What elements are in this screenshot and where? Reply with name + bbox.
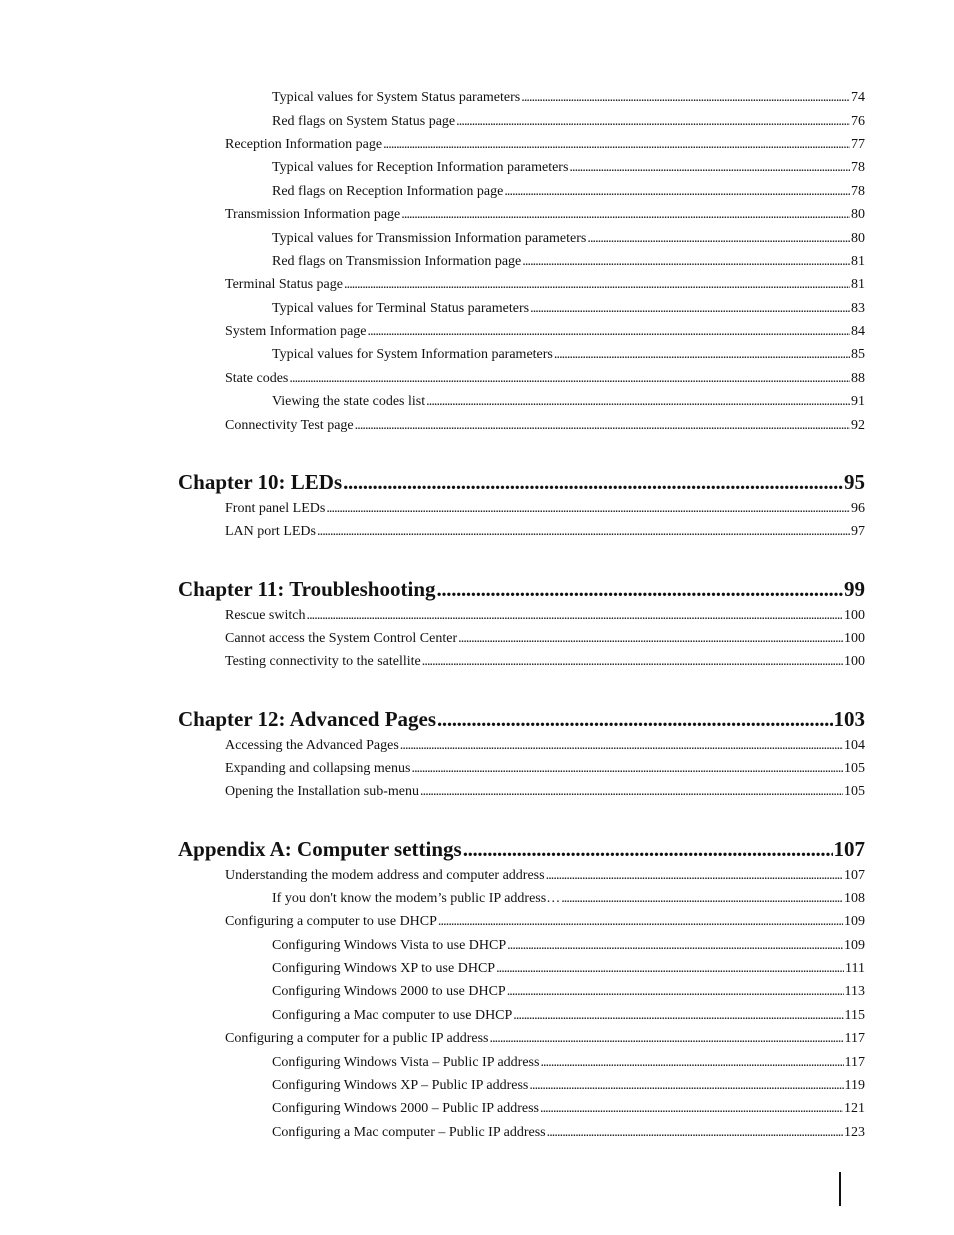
dot-leader bbox=[496, 960, 844, 978]
dot-leader bbox=[522, 253, 850, 271]
toc-entry-page-number: 74 bbox=[851, 90, 865, 105]
toc-entry-title: Configuring Windows Vista to use DHCP bbox=[272, 938, 507, 953]
toc-entry-page-number: 108 bbox=[844, 891, 865, 906]
dot-leader bbox=[463, 835, 833, 863]
toc-entry-page-number: 83 bbox=[851, 301, 865, 316]
dot-leader bbox=[368, 323, 850, 341]
toc-entry-page-number: 92 bbox=[851, 418, 865, 433]
toc-entry-page-number: 117 bbox=[844, 1055, 865, 1070]
toc-entry-page-number: 109 bbox=[844, 914, 865, 929]
toc-entry-title: System Information page bbox=[225, 324, 367, 339]
toc-entry-page-number: 84 bbox=[851, 324, 865, 339]
toc-entry-title: State codes bbox=[225, 371, 289, 386]
dot-leader bbox=[489, 1030, 843, 1048]
page-margin-rule bbox=[839, 1172, 841, 1206]
toc-section-entry[interactable] bbox=[225, 370, 865, 388]
toc-subsection-entry[interactable] bbox=[272, 113, 865, 131]
toc-entry-title: Transmission Information page bbox=[225, 207, 401, 222]
toc-entry-title: Configuring a Mac computer – Public IP address bbox=[272, 1125, 546, 1140]
dot-leader bbox=[513, 1007, 843, 1025]
toc-heading-entry[interactable] bbox=[178, 468, 865, 496]
toc-entry-title: Configuring Windows XP – Public IP address bbox=[272, 1078, 529, 1093]
toc-entry-page-number: 80 bbox=[851, 231, 865, 246]
toc-subsection-entry[interactable] bbox=[272, 253, 865, 271]
dot-leader bbox=[530, 300, 850, 318]
toc-section-entry[interactable] bbox=[225, 523, 865, 541]
toc-subsection-entry[interactable] bbox=[272, 230, 865, 248]
toc-entry-title: Configuring Windows 2000 – Public IP address bbox=[272, 1101, 539, 1116]
toc-entry-title: Chapter 12: Advanced Pages bbox=[178, 707, 437, 731]
dot-leader bbox=[554, 346, 850, 364]
toc-entry-title: Viewing the state codes list bbox=[272, 394, 426, 409]
toc-entry-page-number: 78 bbox=[851, 160, 865, 175]
toc-entry-page-number: 76 bbox=[851, 114, 865, 129]
toc-entry-title: LAN port LEDs bbox=[225, 524, 316, 539]
toc-entry-page-number: 95 bbox=[844, 470, 865, 494]
dot-leader bbox=[546, 867, 843, 885]
toc-subsection-entry[interactable] bbox=[272, 937, 865, 955]
dot-leader bbox=[343, 468, 843, 496]
dot-leader bbox=[547, 1124, 843, 1142]
toc-entry-page-number: 123 bbox=[844, 1125, 865, 1140]
toc-entry-page-number: 80 bbox=[851, 207, 865, 222]
toc-entry-title: Typical values for Reception Information parameters bbox=[272, 160, 569, 175]
toc-entry-page-number: 78 bbox=[851, 184, 865, 199]
toc-subsection-entry[interactable] bbox=[272, 159, 865, 177]
dot-leader bbox=[355, 417, 850, 435]
toc-entry-title: Red flags on System Status page bbox=[272, 114, 456, 129]
dot-leader bbox=[587, 230, 850, 248]
dot-leader bbox=[411, 760, 843, 778]
toc-entry-page-number: 100 bbox=[844, 631, 865, 646]
toc-entry-page-number: 104 bbox=[844, 738, 865, 753]
dot-leader bbox=[529, 1077, 843, 1095]
dot-leader bbox=[400, 737, 843, 755]
toc-entry-page-number: 81 bbox=[851, 277, 865, 292]
toc-entry-title: If you don't know the modem’s public IP address… bbox=[272, 891, 561, 906]
toc-section-entry[interactable] bbox=[225, 867, 865, 885]
dot-leader bbox=[540, 1054, 843, 1072]
toc-section-entry[interactable] bbox=[225, 206, 865, 224]
toc-entry-page-number: 121 bbox=[844, 1101, 865, 1116]
toc-section-entry[interactable] bbox=[225, 630, 865, 648]
toc-subsection-entry[interactable] bbox=[272, 983, 865, 1001]
toc-entry-page-number: 91 bbox=[851, 394, 865, 409]
toc-entry-page-number: 103 bbox=[833, 707, 865, 731]
toc-subsection-entry[interactable] bbox=[272, 1077, 865, 1095]
toc-section-entry[interactable] bbox=[225, 653, 865, 671]
dot-leader bbox=[438, 913, 843, 931]
dot-leader bbox=[458, 630, 843, 648]
dot-leader bbox=[569, 159, 850, 177]
toc-entry-page-number: 109 bbox=[844, 938, 865, 953]
toc-entry-page-number: 117 bbox=[844, 1031, 865, 1046]
toc-entry-title: Configuring Windows XP to use DHCP bbox=[272, 961, 496, 976]
dot-leader bbox=[437, 705, 832, 733]
toc-subsection-entry[interactable] bbox=[272, 89, 865, 107]
toc-entry-title: Accessing the Advanced Pages bbox=[225, 738, 399, 753]
dot-leader bbox=[507, 983, 844, 1001]
toc-entry-title: Red flags on Reception Information page bbox=[272, 184, 504, 199]
toc-entry-title: Configuring Windows 2000 to use DHCP bbox=[272, 984, 506, 999]
toc-entry-title: Connectivity Test page bbox=[225, 418, 354, 433]
dot-leader bbox=[344, 276, 850, 294]
toc-entry-page-number: 96 bbox=[851, 501, 865, 516]
toc-section-entry[interactable] bbox=[225, 1030, 865, 1048]
dot-leader bbox=[401, 206, 850, 224]
toc-heading-entry[interactable] bbox=[178, 705, 865, 733]
toc-subsection-entry[interactable] bbox=[272, 1100, 865, 1118]
toc-subsection-entry[interactable] bbox=[272, 960, 865, 978]
toc-section-entry[interactable] bbox=[225, 500, 865, 518]
toc-section-entry[interactable] bbox=[225, 417, 865, 435]
toc-entry-page-number: 81 bbox=[851, 254, 865, 269]
dot-leader bbox=[507, 937, 843, 955]
dot-leader bbox=[422, 653, 843, 671]
toc-entry-page-number: 100 bbox=[844, 654, 865, 669]
toc-entry-page-number: 107 bbox=[833, 837, 865, 861]
toc-entry-title: Typical values for System Information parameters bbox=[272, 347, 553, 362]
toc-entry-title: Front panel LEDs bbox=[225, 501, 326, 516]
toc-heading-entry[interactable] bbox=[178, 835, 865, 863]
toc-entry-page-number: 111 bbox=[845, 961, 865, 976]
dot-leader bbox=[437, 575, 844, 603]
toc-entry-title: Appendix A: Computer settings bbox=[178, 837, 462, 861]
toc-entry-page-number: 85 bbox=[851, 347, 865, 362]
toc-entry-title: Terminal Status page bbox=[225, 277, 343, 292]
toc-entry-title: Cannot access the System Control Center bbox=[225, 631, 458, 646]
toc-entry-page-number: 99 bbox=[844, 577, 865, 601]
toc-subsection-entry[interactable] bbox=[272, 183, 865, 201]
toc-entry-title: Configuring a computer for a public IP address bbox=[225, 1031, 489, 1046]
toc-section-entry[interactable] bbox=[225, 276, 865, 294]
toc-entry-title: Opening the Installation sub-menu bbox=[225, 784, 420, 799]
toc-subsection-entry[interactable] bbox=[272, 1007, 865, 1025]
toc-entry-title: Configuring a computer to use DHCP bbox=[225, 914, 437, 929]
toc-entry-page-number: 107 bbox=[844, 868, 865, 883]
dot-leader bbox=[289, 370, 850, 388]
dot-leader bbox=[456, 113, 850, 131]
toc-subsection-entry[interactable] bbox=[272, 393, 865, 411]
toc-entry-title: Chapter 10: LEDs bbox=[178, 470, 343, 494]
toc-entry-page-number: 88 bbox=[851, 371, 865, 386]
toc-entry-page-number: 119 bbox=[844, 1078, 865, 1093]
toc-section-entry[interactable] bbox=[225, 760, 865, 778]
dot-leader bbox=[540, 1100, 843, 1118]
toc-entry-page-number: 97 bbox=[851, 524, 865, 539]
toc-entry-page-number: 77 bbox=[851, 137, 865, 152]
toc-entry-title: Testing connectivity to the satellite bbox=[225, 654, 421, 669]
dot-leader bbox=[521, 89, 850, 107]
toc-subsection-entry[interactable] bbox=[272, 300, 865, 318]
toc-entry-page-number: 113 bbox=[844, 984, 865, 999]
dot-leader bbox=[426, 393, 850, 411]
toc-entry-title: Expanding and collapsing menus bbox=[225, 761, 411, 776]
dot-leader bbox=[326, 500, 850, 518]
toc-entry-page-number: 105 bbox=[844, 784, 865, 799]
toc-entry-title: Typical values for Transmission Information parameters bbox=[272, 231, 587, 246]
toc-entry-title: Understanding the modem address and computer address bbox=[225, 868, 545, 883]
dot-leader bbox=[420, 783, 843, 801]
toc-entry-page-number: 105 bbox=[844, 761, 865, 776]
toc-entry-page-number: 100 bbox=[844, 608, 865, 623]
toc-entry-title: Configuring Windows Vista – Public IP address bbox=[272, 1055, 540, 1070]
toc-heading-entry[interactable] bbox=[178, 575, 865, 603]
toc-section-entry[interactable] bbox=[225, 607, 865, 625]
toc-entry-title: Configuring a Mac computer to use DHCP bbox=[272, 1008, 513, 1023]
toc-section-entry[interactable] bbox=[225, 737, 865, 755]
toc-section-entry[interactable] bbox=[225, 913, 865, 931]
toc-entry-title: Reception Information page bbox=[225, 137, 383, 152]
toc-subsection-entry[interactable] bbox=[272, 890, 865, 908]
toc-entry-page-number: 115 bbox=[844, 1008, 865, 1023]
toc-entry-title: Rescue switch bbox=[225, 608, 306, 623]
toc-entry-title: Red flags on Transmission Information page bbox=[272, 254, 522, 269]
dot-leader bbox=[383, 136, 850, 154]
dot-leader bbox=[561, 890, 843, 908]
toc-entry-title: Typical values for System Status parameters bbox=[272, 90, 521, 105]
dot-leader bbox=[317, 523, 850, 541]
dot-leader bbox=[504, 183, 850, 201]
toc-section-entry[interactable] bbox=[225, 323, 865, 341]
toc-subsection-entry[interactable] bbox=[272, 1124, 865, 1142]
dot-leader bbox=[306, 607, 843, 625]
toc-section-entry[interactable] bbox=[225, 783, 865, 801]
toc-entry-title: Chapter 11: Troubleshooting bbox=[178, 577, 436, 601]
toc-subsection-entry[interactable] bbox=[272, 346, 865, 364]
toc-section-entry[interactable] bbox=[225, 136, 865, 154]
toc-subsection-entry[interactable] bbox=[272, 1054, 865, 1072]
toc-entry-title: Typical values for Terminal Status parameters bbox=[272, 301, 530, 316]
